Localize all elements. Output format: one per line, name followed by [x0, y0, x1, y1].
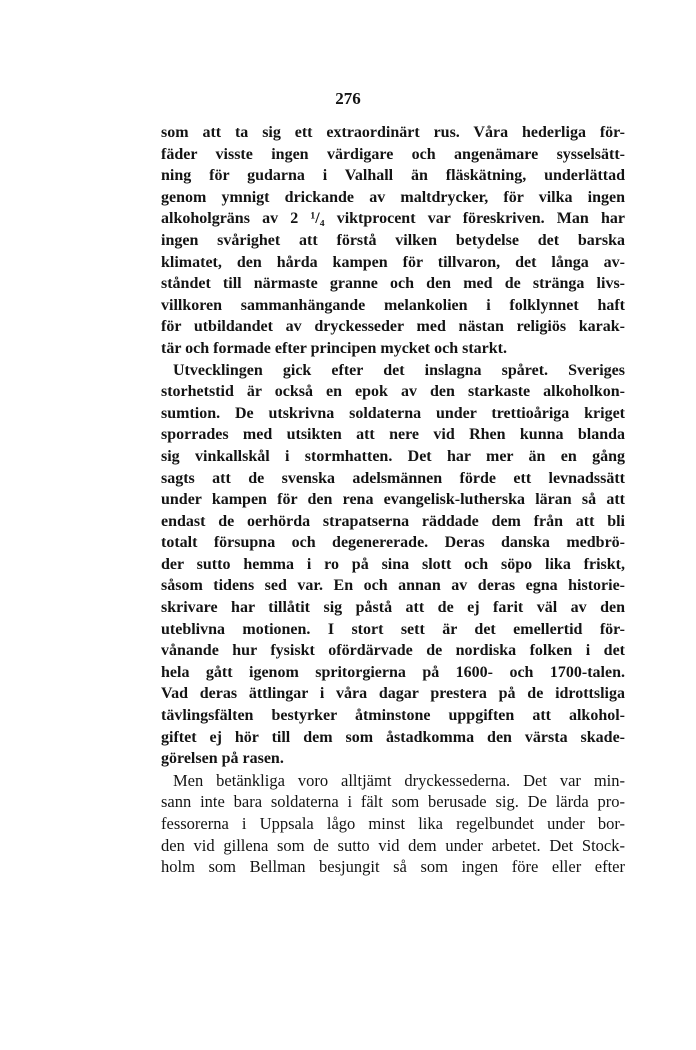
text-line: ståndet till närmaste granne och den med de stränga livs- [161, 275, 625, 293]
text-line: holm som Bellman besjungit så som ingen före eller efter [161, 857, 625, 877]
text-line: fäder visste ingen värdigare och angenämare sysselsätt- [161, 145, 625, 163]
text-line: klimatet, den hårda kampen för tillvaron, det långa av- [161, 253, 625, 271]
text-line: som att ta sig ett extraordinärt rus. Våra hederliga för- [161, 124, 625, 141]
text-line: sporrades med utsikten att nere vid Rhen kunna blanda [161, 426, 625, 444]
text-line: totalt försupna och degenererade. Deras danska medbrö- [161, 534, 625, 552]
text-line: sagts att de svenska adelsmännen förde ett levnadssätt [161, 469, 625, 487]
text-line: görelsen på rasen. [161, 750, 284, 768]
text-line: uteblivna motionen. I stort sett är det emellertid för- [161, 620, 625, 638]
text-line: Men betänkliga voro alltjämt dryckessederna. Det var min- [173, 770, 625, 790]
text-line: vånande hur fysiskt ofördärvade de nordiska folken i det [161, 642, 625, 660]
text-line: ning för gudarna i Valhall än fläskätning, underlättad [161, 167, 625, 185]
text-line: Vad deras ättlingar i våra dagar prestera på de idrottsliga [161, 685, 625, 703]
text-line: der sutto hemma i ro på sina slott och söpo lika friskt, [161, 555, 625, 573]
text-line: under kampen för den rena evangelisk-lutherska läran så att [161, 491, 625, 509]
text-line: alkoholgräns av 2 ¹/₄ viktprocent var föreskriven. Man har [161, 210, 625, 228]
text-line: tävlingsfälten bestyrker åtminstone uppgiften att alkohol- [161, 707, 625, 725]
text-line: genom ymnigt drickande av maltdrycker, för vilka ingen [161, 188, 625, 206]
text-line: ingen svårighet att förstå vilken betydelse det barska [161, 231, 625, 249]
paragraph-1 [161, 122, 625, 360]
text-line: villkoren sammanhängande melankolien i folklynnet haft [161, 296, 625, 314]
text-line: för utbildandet av dryckesseder med nästan religiös karak- [161, 318, 625, 336]
text-line: sig vinkallskål i stormhatten. Det har mer än en gång [161, 447, 625, 465]
text-line: endast de oerhörda strapatserna räddade dem från att bli [161, 512, 625, 530]
text-line: giftet ej hör till dem som åstadkomma den värsta skade- [161, 728, 625, 746]
paragraph-3 [161, 770, 625, 878]
text-line: fessorerna i Uppsala lågo minst lika regelbundet under bor- [161, 814, 625, 833]
paragraph-2 [161, 360, 625, 770]
text-line: sann inte bara soldaterna i fält som berusade sig. De lärda pro- [161, 792, 625, 812]
text-line: skrivare har tillåtit sig påstå att de ej farit väl av den [161, 599, 625, 617]
page-number: 276 [335, 89, 361, 108]
text-line: Utvecklingen gick efter det inslagna spåret. Sveriges [173, 361, 625, 379]
text-line: såsom tidens sed var. En och annan av deras egna historie- [161, 577, 625, 595]
body-text [161, 122, 625, 878]
text-line: tär och formade efter principen mycket och starkt. [161, 339, 507, 357]
text-line: hela gått igenom spritorgierna på 1600- och 1700-talen. [161, 663, 625, 681]
text-line: storhetstid är också en epok av den starkaste alkoholkon- [161, 383, 625, 401]
text-line: den vid gillena som de sutto vid dem under arbetet. Det Stock- [161, 835, 625, 855]
text-line: sumtion. De utskrivna soldaterna under trettioåriga kriget [161, 404, 625, 422]
